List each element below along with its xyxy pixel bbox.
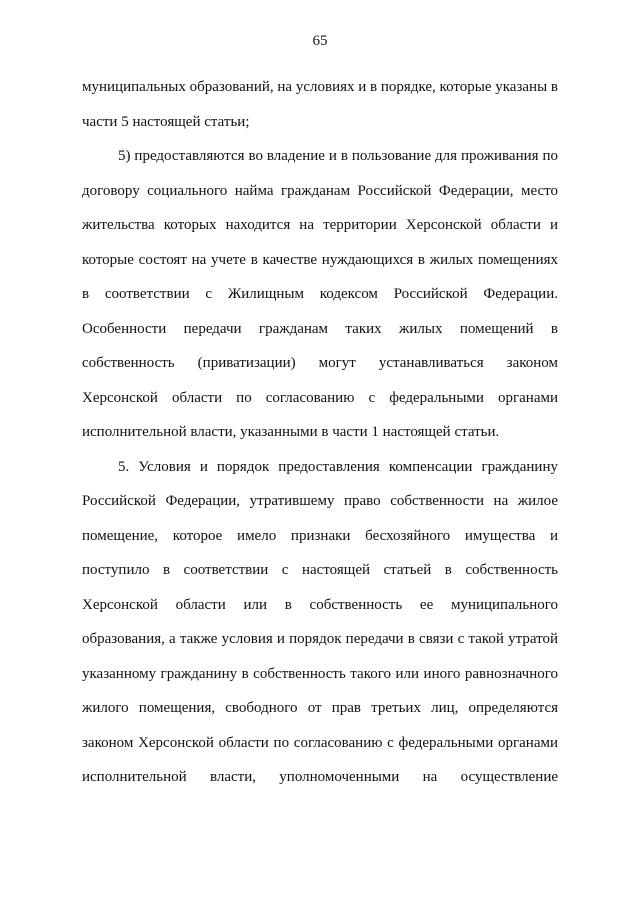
text-line: образования, а также условия и порядок передачи в связи с такой утратой [82, 631, 558, 647]
text-line: договору социального найма гражданам Российской Федерации, место [82, 182, 558, 199]
text-line: 5) предоставляются во владение и в пользование для проживания по [118, 148, 558, 164]
text-line: собственность (приватизации) могут устанавливаться законом [82, 355, 558, 371]
document-body [82, 70, 558, 795]
text-line: Российской Федерации, утратившему право собственности на жилое [82, 493, 558, 509]
text-line: 5. Условия и порядок предоставления компенсации гражданину [118, 458, 558, 475]
paragraph-item-5 [82, 139, 558, 450]
page-number: 65 [312, 33, 328, 49]
text-line: помещение, которое имело признаки бесхозяйного имущества и [82, 527, 558, 544]
text-line: исполнительной власти, указанными в части 1 настоящей статьи. [82, 424, 500, 440]
text-line: которые состоят на учете в качестве нуждающихся в жилых помещениях [82, 251, 558, 268]
text-line: Херсонской области или в собственность ее муниципального [82, 596, 558, 613]
text-line: законом Херсонской области по согласованию с федеральными органами [82, 734, 558, 751]
text-line: жилого помещения, свободного от прав третьих лиц, определяются [82, 700, 558, 716]
text-line: Особенности передачи гражданам таких жилых помещений в [82, 320, 558, 337]
text-line: исполнительной власти, уполномоченными на осуществление [82, 769, 558, 785]
text-line: указанному гражданину в собственность такого или иного равнозначного [82, 665, 558, 682]
text-line: жительства которых находится на территории Херсонской области и [82, 217, 558, 233]
text-line: поступило в соответствии с настоящей статьей в собственность [82, 562, 558, 578]
paragraph-continuation [82, 70, 558, 139]
paragraph-section-5 [82, 450, 558, 795]
text-line: части 5 настоящей статьи; [82, 113, 250, 130]
text-line: Херсонской области по согласованию с федеральными органами [82, 389, 558, 406]
text-line: в соответствии с Жилищным кодексом Российской Федерации. [82, 286, 558, 302]
text-line: муниципальных образований, на условиях и в порядке, которые указаны в [82, 79, 558, 95]
